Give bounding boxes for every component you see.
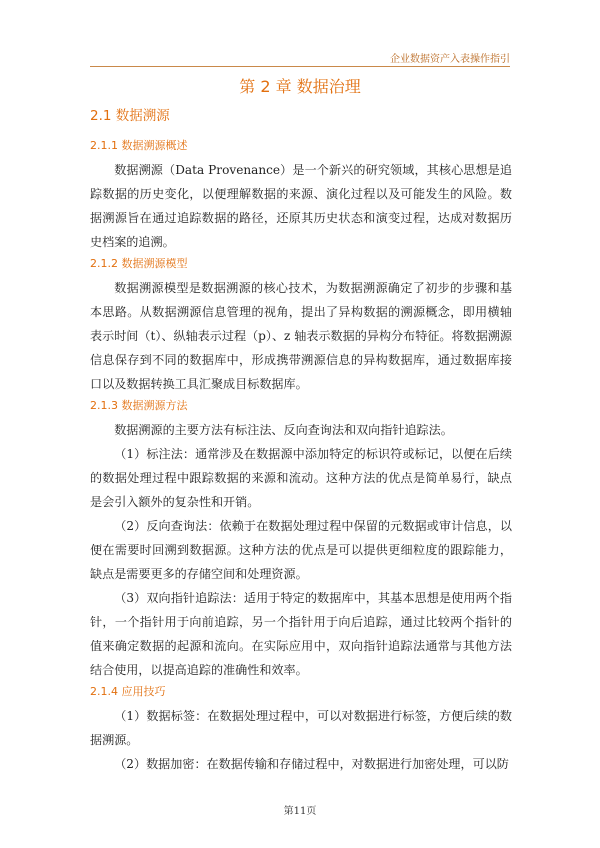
subsection-title: 2.1.4 应用技巧 <box>90 685 166 698</box>
page-content <box>90 106 512 776</box>
subsection-2-1-1 <box>90 138 512 254</box>
subsection-2-1-4 <box>90 684 512 776</box>
subsection-title: 2.1.1 数据溯源概述 <box>90 139 188 152</box>
section-title: 2.1 数据溯源 <box>90 108 170 124</box>
paragraph: 数据溯源（Data Provenance）是一个新兴的研究领域，其核心思想是追踪数据的历史变化，以便理解数据的来源、演化过程以及可能发生的风险。数据溯源旨在通过追踪数据的路径，还原其历史状态和演变过程，达成对数据历史档案的追溯。 <box>90 163 512 249</box>
page-header <box>90 50 510 67</box>
subsection-title: 2.1.3 数据溯源方法 <box>90 399 188 412</box>
paragraph: 数据溯源模型是数据溯源的核心技术，为数据溯源确定了初步的步骤和基本思路。从数据溯源信息管理的视角，提出了异构数据的溯源概念，即用横轴表示时间（t）、纵轴表示过程（p）、z 轴表示数据的异构分布特征。将数据溯源信息保存到不同的数据库中，形成携带溯源信息的异构数据库，通过数据库接口以及数据转换工具汇聚成目标数据库。 <box>90 281 512 391</box>
paragraph: （3）双向指针追踪法：适用于特定的数据库中，其基本思想是使用两个指针，一个指针用于向前追踪，另一个指针用于向后追踪，通过比较两个指针的值来确定数据的起源和流向。在实际应用中，双向指针追踪法通常与其他方法结合使用，以提高追踪的准确性和效率。 <box>90 591 512 677</box>
header-title: 企业数据资产入表操作指引 <box>390 54 510 65</box>
subsection-2-1-2 <box>90 256 512 396</box>
paragraph: （1）标注法：通常涉及在数据源中添加特定的标识符或标记，以便在后续的数据处理过程中跟踪数据的来源和流动。这种方法的优点是简单易行，缺点是会引入额外的复杂性和开销。 <box>90 447 512 509</box>
paragraph: （2）数据加密：在数据传输和存储过程中，对数据进行加密处理，可以防 <box>114 757 509 771</box>
subsection-2-1-3 <box>90 398 512 682</box>
chapter-title: 第 2 章 数据治理 <box>239 77 361 96</box>
paragraph: （1）数据标签：在数据处理过程中，可以对数据进行标签，方便后续的数据溯源。 <box>90 709 512 747</box>
paragraph: （2）反向查询法：依赖于在数据处理过程中保留的元数据或审计信息，以便在需要时回溯到数据源。这种方法的优点是可以提供更细粒度的跟踪能力，缺点是需要更多的存储空间和处理资源。 <box>90 519 512 581</box>
page-number: 第11页 <box>283 806 317 817</box>
subsection-title: 2.1.2 数据溯源模型 <box>90 257 188 270</box>
paragraph: 数据溯源的主要方法有标注法、反向查询法和双向指针追踪法。 <box>114 423 453 437</box>
